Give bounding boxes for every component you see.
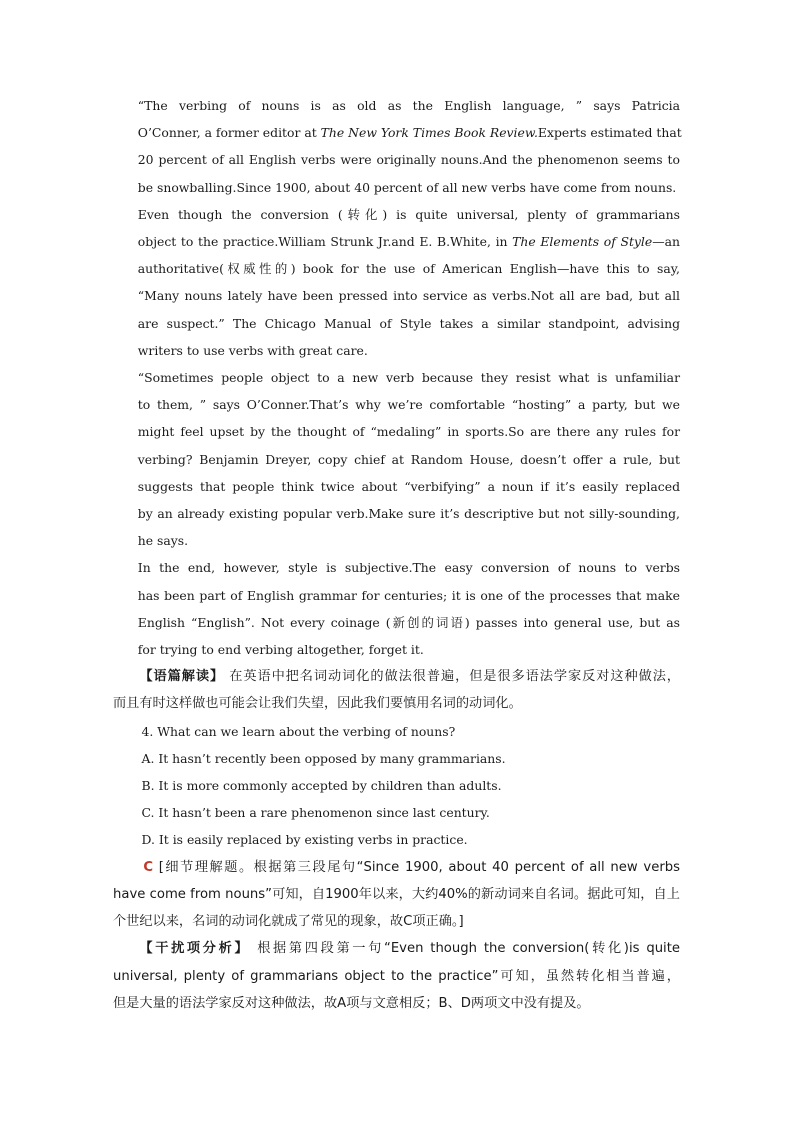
text-line: be snowballing.Since 1900, about 40 percent of all new verbs have come from nouns.: [137, 179, 677, 195]
answer-letter: C: [143, 859, 154, 875]
text-run: —an: [652, 234, 680, 250]
distractor-label: 【干扰项分析】: [139, 941, 251, 957]
text-line: he says.: [137, 533, 189, 549]
answer-section: [113, 854, 680, 936]
text-line: have come from nouns”可知，自1900年以来，大约40%的新动词来自名词。据此可知，自上: [113, 886, 680, 902]
answer-text: [细节理解题。根据第三段尾句“Since 1900, about 40 percent of all new verbs: [158, 859, 680, 875]
question-stem: 4. What can we learn about the verbing of nouns?: [141, 723, 456, 739]
text-line: for trying to end verbing altogether, forget it.: [137, 642, 424, 658]
text-line: Even though the conversion (转化) is quite universal, plenty of grammarians: [137, 206, 680, 222]
analysis-text: 在英语中把名词动词化的做法很普遍，但是很多语法学家反对这种做法，: [229, 669, 680, 685]
text-line: 个世纪以来，名词的动词化就成了常见的现象，故C项正确。]: [113, 914, 464, 930]
text-run: Experts estimated that: [537, 125, 682, 141]
passage-paragraph-1: [113, 92, 680, 201]
text-run: O’Conner, a former editor at: [137, 125, 321, 141]
text-line: In the end, however, style is subjective.The easy conversion of nouns to verbs: [137, 560, 680, 576]
text-line: [113, 228, 680, 255]
passage-paragraph-2: [113, 201, 680, 364]
book-title-italic: The New York Times Book Review.: [320, 125, 538, 141]
text-line: might feel upset by the thought of “medaling” in sports.So are there any rules for: [137, 424, 680, 440]
text-line: are suspect.” The Chicago Manual of Style takes a similar standpoint, advising: [137, 315, 680, 331]
text-line: authoritative(权威性的) book for the use of American English—have this to say,: [137, 261, 680, 277]
text-run: object to the practice.William Strunk Jr.and E. B.White, in: [137, 234, 513, 250]
passage-paragraph-4: [113, 554, 680, 663]
analysis-label: 【语篇解读】: [139, 669, 225, 685]
distractor-text: 根据第四段第一句“Even though the conversion(转化)is quite: [257, 941, 681, 957]
text-line: 但是大量的语法学家反对这种做法，故A项与文意相反；B、D两项文中没有提及。: [113, 995, 590, 1011]
option-b: B. It is more commonly accepted by children than adults.: [141, 778, 502, 794]
text-line: verbing? Benjamin Dreyer, copy chief at Random House, doesn’t offer a rule, but: [137, 451, 680, 467]
text-line: to them, ” says O’Conner.That’s why we’re comfortable “hosting” a party, but we: [137, 397, 680, 413]
option-a: A. It hasn’t recently been opposed by many grammarians.: [141, 750, 506, 766]
text-line: “Many nouns lately have been pressed into service as verbs.Not all are bad, but all: [137, 288, 680, 304]
text-line: by an already existing popular verb.Make sure it’s descriptive but not silly-sounding,: [137, 506, 680, 522]
text-line: [113, 663, 680, 690]
text-line: [113, 119, 680, 146]
option-c: C. It hasn’t been a rare phenomenon since last century.: [141, 805, 490, 821]
text-line: 而且有时这样做也可能会让我们失望，因此我们要慎用名词的动词化。: [113, 696, 522, 712]
text-line: “Sometimes people object to a new verb because they resist what is unfamiliar: [137, 370, 680, 386]
passage-paragraph-3: [113, 364, 680, 554]
book-title-italic: The Elements of Style: [512, 234, 653, 250]
analysis-section: [113, 663, 680, 717]
document-page: [113, 92, 680, 1017]
text-line: suggests that people think twice about “verbifying” a noun if it’s easily replaced: [137, 478, 680, 494]
text-line: universal, plenty of grammarians object to the practice”可知，虽然转化相当普遍，: [113, 968, 680, 984]
distractor-section: [113, 935, 680, 1017]
text-line: [113, 854, 680, 881]
text-line: “The verbing of nouns is as old as the English language, ” says Patricia: [137, 98, 680, 113]
text-line: 20 percent of all English verbs were originally nouns.And the phenomenon seems to: [137, 152, 680, 168]
text-line: [113, 935, 680, 962]
text-line: writers to use verbs with great care.: [137, 342, 368, 358]
question-block: [113, 718, 680, 854]
text-line: English “English”. Not every coinage (新创的词语) passes into general use, but as: [137, 614, 680, 630]
option-d: D. It is easily replaced by existing verbs in practice.: [141, 832, 468, 848]
text-line: has been part of English grammar for centuries; it is one of the processes that make: [137, 587, 680, 603]
